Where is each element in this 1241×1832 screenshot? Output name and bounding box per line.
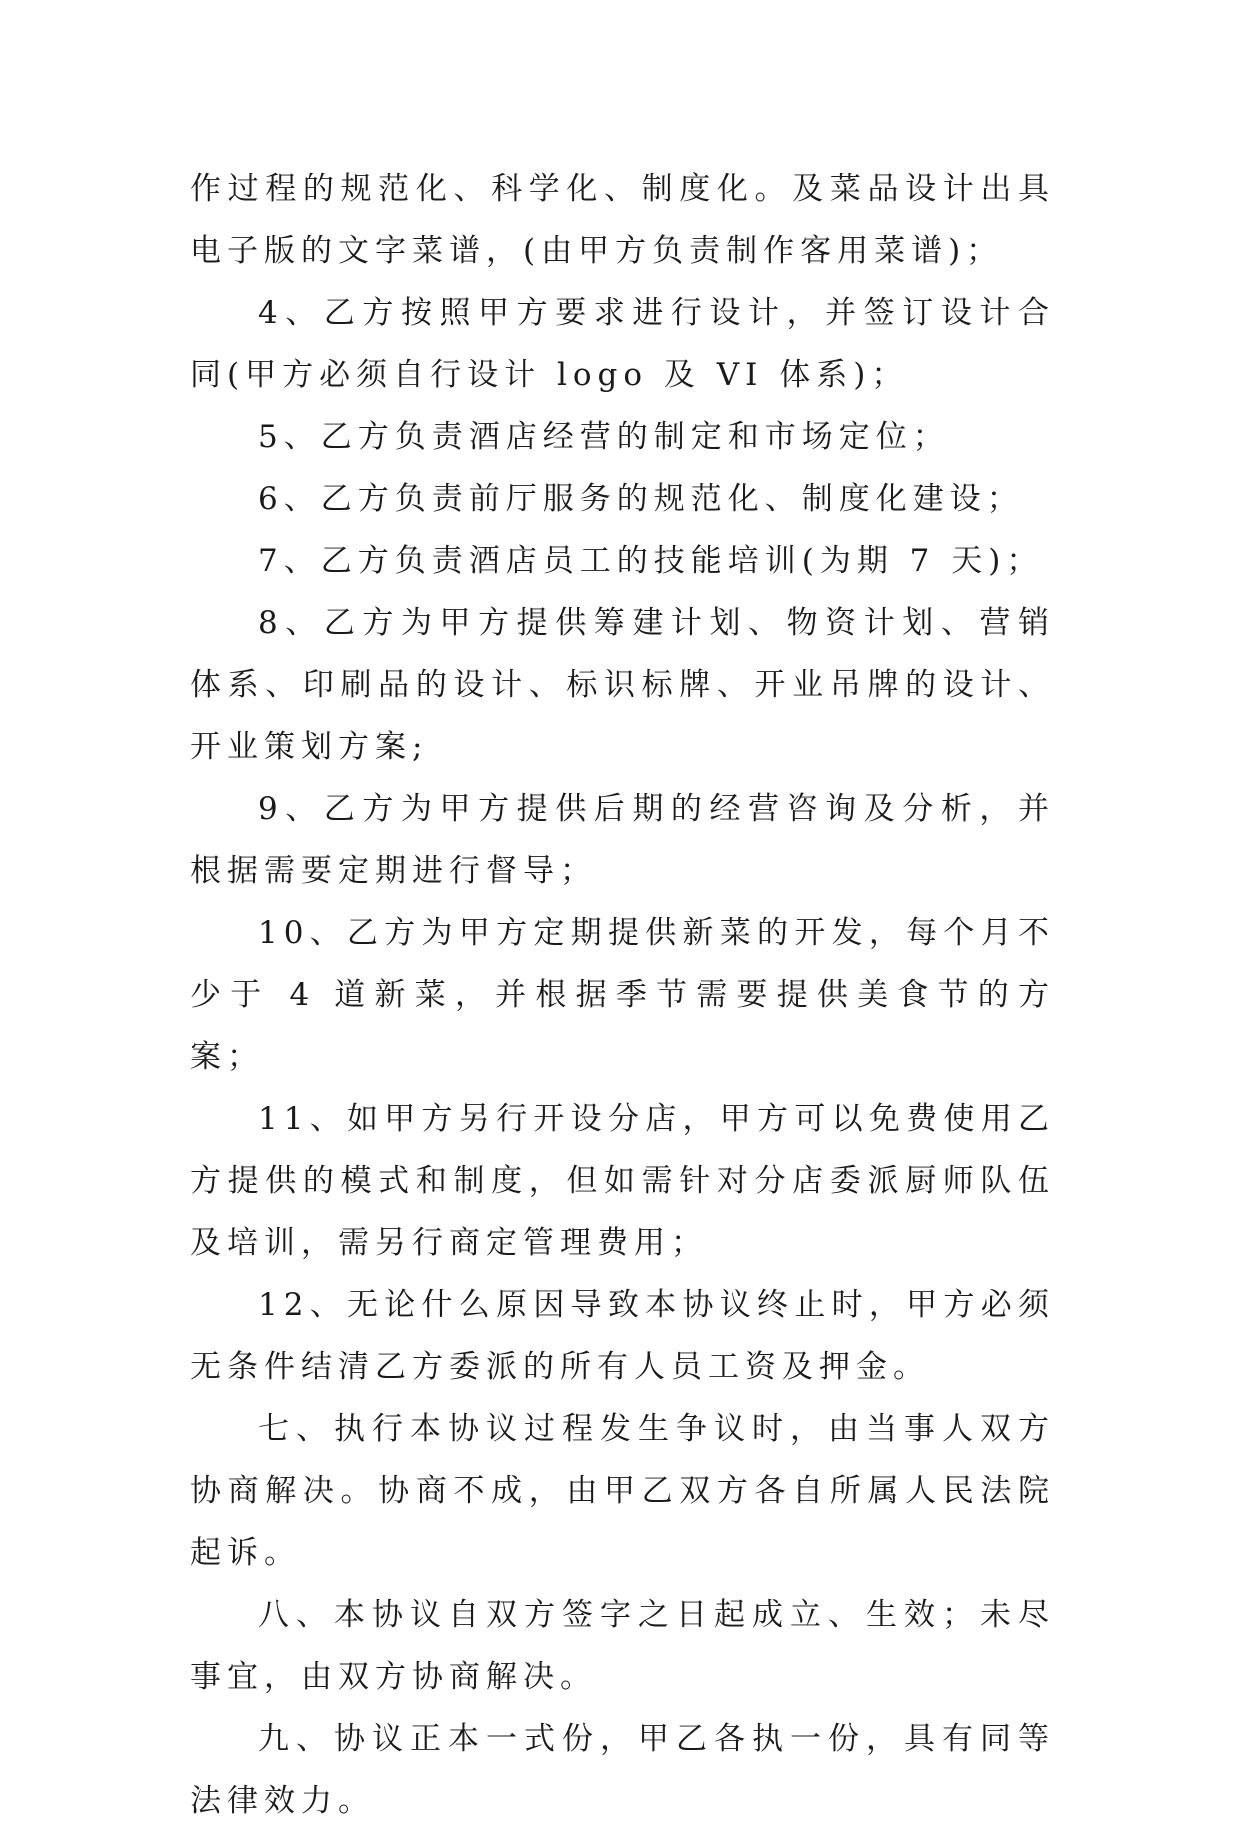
article-8-effect: 八、本协议自双方签字之日起成立、生效；未尽事宜，由双方协商解决。 bbox=[190, 1597, 1055, 1695]
clause-11: 11、如甲方另行开设分店，甲方可以免费使用乙方提供的模式和制度，但如需针对分店委派厨师队伍及培训，需另行商定管理费用； bbox=[190, 1101, 1055, 1261]
clause-12: 12、无论什么原因导致本协议终止时，甲方必须无条件结清乙方委派的所有人员工资及押金。 bbox=[190, 1287, 1055, 1385]
paragraph-continuation: 作过程的规范化、科学化、制度化。及菜品设计出具电子版的文字菜谱，(由甲方负责制作客用菜谱)； bbox=[190, 171, 1055, 269]
article-9-copies: 九、协议正本一式份，甲乙各执一份，具有同等法律效力。 bbox=[190, 1721, 1055, 1819]
clause-9: 9、乙方为甲方提供后期的经营咨询及分析，并根据需要定期进行督导； bbox=[190, 791, 1055, 889]
clause-7: 7、乙方负责酒店员工的技能培训(为期 7 天)； bbox=[258, 543, 1044, 579]
clause-5: 5、乙方负责酒店经营的制定和市场定位； bbox=[258, 419, 950, 455]
document-body bbox=[190, 158, 1055, 1832]
clause-6: 6、乙方负责前厅服务的规范化、制度化建设； bbox=[258, 481, 1024, 517]
clause-8: 8、乙方为甲方提供筹建计划、物资计划、营销体系、印刷品的设计、标识标牌、开业吊牌的设计、开业策划方案; bbox=[190, 605, 1055, 765]
clause-4: 4、乙方按照甲方要求进行设计，并签订设计合同(甲方必须自行设计 logo 及 VI 体系)； bbox=[190, 295, 1055, 393]
clause-10: 10、乙方为甲方定期提供新菜的开发，每个月不少于 4 道新菜，并根据季节需要提供美食节的方案； bbox=[190, 915, 1055, 1075]
article-7-dispute: 七、执行本协议过程发生争议时，由当事人双方协商解决。协商不成，由甲乙双方各自所属人民法院起诉。 bbox=[190, 1411, 1055, 1571]
